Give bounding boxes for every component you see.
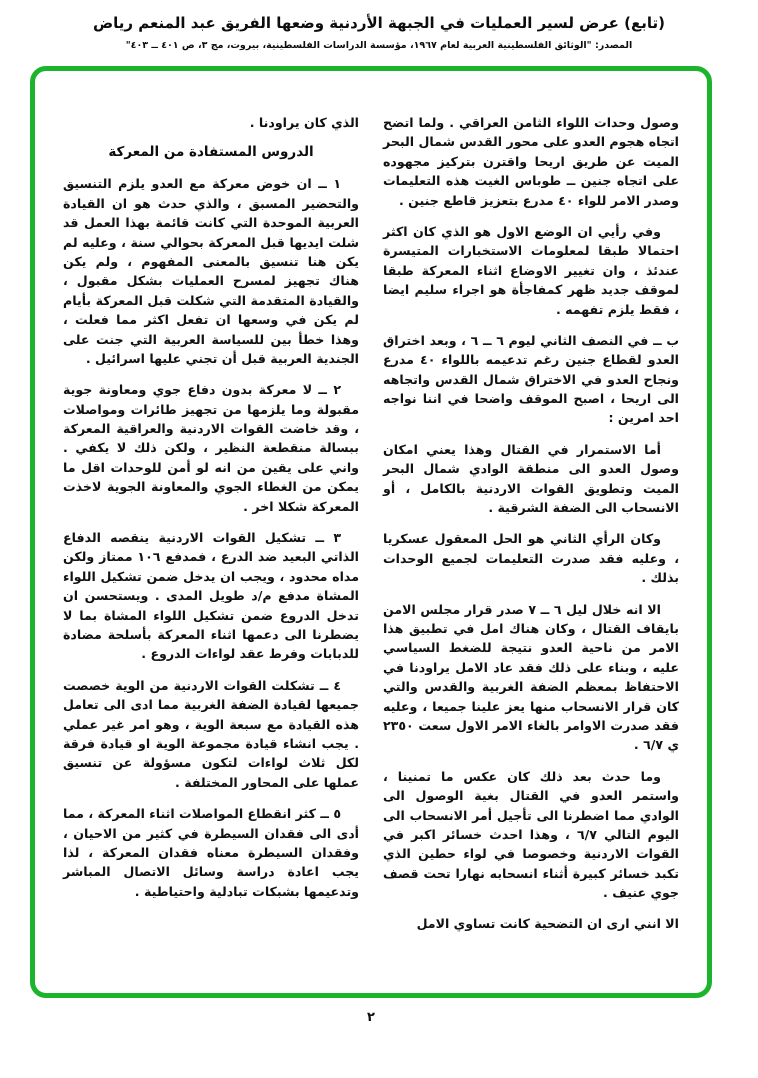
paragraph: ب ــ في النصف الثاني ليوم ٦ ــ ٦ ، وبعد اختراق العدو لقطاع جنين رغم تدعيمه باللواء ٤٠ مدرع ونجاح العدو في الاختراق شمال القدس واتجاهه الى اريحا ، اصبح الموقف واضحا في اننا نواجه احد امرين : [383,332,679,426]
section-heading: الدروس المستفادة من المعركة [108,144,314,161]
document-header [0,0,758,51]
column-right [383,113,679,975]
paragraph: الا انه خلال ليل ٦ ــ ٧ صدر قرار مجلس الامن بايقاف القتال ، وكان هناك امل في تطبيق هذا الامر من ناحية العدو نتيجة للضغط السياسي عليه ، وبناء على ذلك فقد عاد الامل يراودنا في الاحتفاظ بمعظم الضفة الغربية والقدس والتي كان قرار الانسحاب منها يعز علينا جميعا ، وعليه فقد صدرت الاوامر بالغاء الامر الاول سعت ٢٣٥٠ ي ٦/٧ . [383,601,679,753]
paragraph: الا انني ارى ان التضحية كانت تساوي الامل [416,916,679,932]
paragraph: ٤ ــ تشكلت القوات الاردنية من الوية خصصت جميعها لقيادة الضفة الغربية مما ادى الى تعامل هذه القيادة مع سبعة الوية ، وهو امر غير عملي . يجب انشاء قيادة مجموعة الوية او قيادة فرقة لكل ثلاث لواءات لتكون مسؤولة عن تنسيق عملها على المحاور المختلفة . [63,677,359,790]
paragraph: وصول وحدات اللواء الثامن العراقي . ولما اتضح اتجاه هجوم العدو على محور القدس شمال البحر الميت عن طريق اريحا واقترن بتركيز مجهوده على اتجاه جنين ــ طوباس الغيت هذه التعليمات وصدر الامر للواء ٤٠ مدرع بتعزيز قاطع جنين . [382,115,679,208]
paragraph: ٢ ــ لا معركة بدون دفاع جوي ومعاونة جوية مقبولة وما يلزمها من تجهيز طائرات ومواصلات ، وقد خاضت القوات الاردنية والعراقية المعركة ببسالة منقطعة النظير ، ولكن ذلك لا يكفي . واني على يقين من انه لو أمن للوحدات اقل ما يمكن من الغطاء الجوي والمعاونة الجوية لاخذت المعركة شكلا اخر . [63,382,359,514]
column-left [63,113,359,975]
content-frame [30,66,712,998]
continuation-line: الذي كان يراودنا . [249,115,359,130]
paragraph: أما الاستمرار في القتال وهذا يعني امكان وصول العدو الى منطقة الوادي شمال البحر الميت وتطويق القوات الاردنية بالكامل ، أو الانسحاب الى الضفة الشرقية . [383,441,679,516]
paragraph: وكان الرأي الثاني هو الحل المعقول عسكريا ، وعليه فقد صدرت التعليمات لجميع الوحدات بذلك . [383,531,679,586]
page-number: ٢ [367,1010,375,1025]
paragraph: وما حدث بعد ذلك كان عكس ما تمنينا ، واستمر العدو في القتال بغية الوصول الى الوادي مما اضطرنا الى تأجيل أمر الانسحاب الى اليوم التالي ٦/٧ ، وهذا احدث خسائر اكبر في القوات الاردنية وخصوصا في لواء حطين الذي تكبد خسائر كبيرة أثناء انسحابه نهارا تحت قصف جوي عنيف . [383,768,679,901]
paragraph: وفي رأيي ان الوضع الاول هو الذي كان اكثر احتمالا طبقا لمعلومات الاستخبارات المتيسرة عندئذ ، وان تغيير الاوضاع اثناء المعركة طبقا لموقف جديد ظهر كمفاجأة هو اجراء سليم ايضا ، فقط يلزم تفهمه . [383,223,679,317]
paragraph: ٥ ــ كثر انقطاع المواصلات اثناء المعركة ، مما أدى الى فقدان السيطرة في كثير من الاحيان ، وفقدان السيطرة معناه فقدان المعركة ، لذا يجب اعادة دراسة وسائل الاتصال المباشر وتدعيمها بشبكات تبادلية واحتياطية . [63,806,359,899]
page-title: (تابع) عرض لسير العمليات في الجبهة الأردنية وضعها الفريق عبد المنعم رياض [92,14,666,32]
source-line: المصدر: "الوثائق الفلسطينية العربية لعام ١٩٦٧، مؤسسة الدراسات الفلسطينية، بيروت، مج ٣، ص ٤٠١ ــ ٤٠٣" [125,40,633,51]
paragraph: ١ ــ ان خوض معركة مع العدو يلزم التنسيق والتحضير المسبق ، والذي حدث هو ان القيادة العربية الموحدة التي كانت قائمة بهذا العمل قد شلت ايديها قبل المعركة بحوالي سنة ، وعليه لم يكن هنا تنسيق بالمعنى المفهوم ، ولم يكن هناك تجهيز لمسرح العمليات بشكل مقبول ، والقيادة المتقدمة التي شكلت قبل المعركة بأيام لم يكن في وسعها ان تفعل اكثر مما فعلت ، وهذا خطأ بين للسياسة العربية التي جنت على الجندية العربية قبل أن تجني عليها اسرائيل . [63,176,359,366]
paragraph: ٣ ــ تشكيل القوات الاردنية ينقصه الدفاع الذاتي البعيد ضد الدرع ، فمدفع ١٠٦ ممتاز ولكن مداه محدود ، ويجب ان يدخل ضمن تشكيل اللواء المشاة مدفع م/د طويل المدى . ويستحسن ان تدخل الدروع ضمن تشكيل اللواء المشاة بما لا يضطرنا الى دعمها اثناء المعركة بأسلحة مضادة للدبابات وفرط عقد لواءات الدروع . [63,530,359,662]
